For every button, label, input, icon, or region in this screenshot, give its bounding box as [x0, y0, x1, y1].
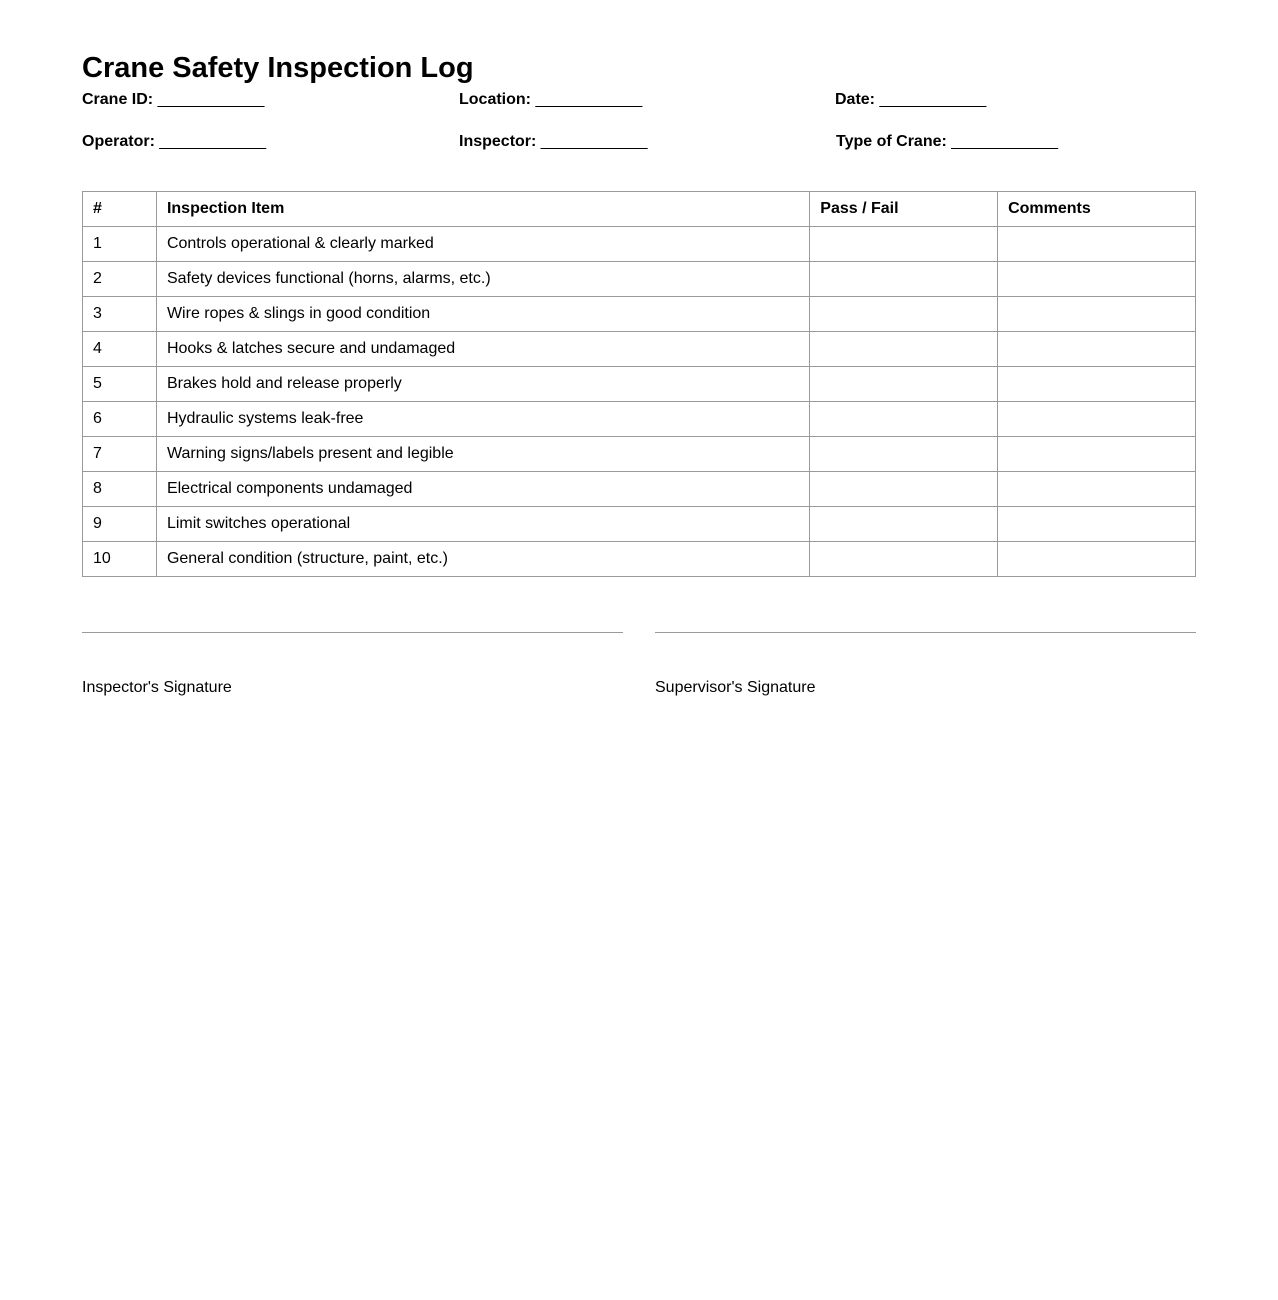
table-row — [83, 367, 1196, 402]
pass-fail-cell[interactable] — [810, 542, 998, 577]
comments-cell[interactable] — [998, 402, 1196, 437]
header-pass-fail: Pass / Fail — [810, 192, 998, 227]
field-crane-id — [82, 90, 264, 110]
pass-fail-cell[interactable] — [810, 367, 998, 402]
row-number: 2 — [83, 262, 157, 297]
comments-cell[interactable] — [998, 332, 1196, 367]
header-inspection-item: Inspection Item — [156, 192, 809, 227]
comments-cell[interactable] — [998, 367, 1196, 402]
pass-fail-cell[interactable] — [810, 472, 998, 507]
row-item: Safety devices functional (horns, alarms, etc.) — [156, 262, 809, 297]
table-row — [83, 262, 1196, 297]
comments-cell[interactable] — [998, 542, 1196, 577]
comments-cell[interactable] — [998, 297, 1196, 332]
field-location — [459, 90, 642, 110]
comments-cell[interactable] — [998, 437, 1196, 472]
supervisor-signature-label: Supervisor's Signature — [655, 679, 816, 696]
inspector-input[interactable]: ____________ — [540, 133, 648, 150]
table-row — [83, 297, 1196, 332]
type-of-crane-input[interactable]: ____________ — [951, 133, 1059, 150]
row-number: 10 — [83, 542, 157, 577]
row-number: 9 — [83, 507, 157, 542]
row-number: 8 — [83, 472, 157, 507]
row-item: Hooks & latches secure and undamaged — [156, 332, 809, 367]
operator-input[interactable]: ____________ — [159, 133, 267, 150]
row-item: Brakes hold and release properly — [156, 367, 809, 402]
header-comments: Comments — [998, 192, 1196, 227]
pass-fail-cell[interactable] — [810, 227, 998, 262]
comments-cell[interactable] — [998, 507, 1196, 542]
comments-cell[interactable] — [998, 472, 1196, 507]
table-row — [83, 542, 1196, 577]
table-row — [83, 227, 1196, 262]
field-label: Inspector: — [459, 133, 537, 150]
field-label: Date: — [835, 91, 876, 108]
row-number: 6 — [83, 402, 157, 437]
comments-cell[interactable] — [998, 262, 1196, 297]
inspector-signature-label: Inspector's Signature — [82, 679, 232, 696]
table-row — [83, 472, 1196, 507]
pass-fail-cell[interactable] — [810, 507, 998, 542]
pass-fail-cell[interactable] — [810, 332, 998, 367]
table-row — [83, 332, 1196, 367]
field-type-of-crane — [836, 132, 1058, 152]
page-title: Crane Safety Inspection Log — [82, 52, 474, 84]
table-row — [83, 437, 1196, 472]
field-label: Crane ID: — [82, 91, 154, 108]
comments-cell[interactable] — [998, 227, 1196, 262]
row-item: Warning signs/labels present and legible — [156, 437, 809, 472]
header-number: # — [83, 192, 157, 227]
row-item: Electrical components undamaged — [156, 472, 809, 507]
field-date — [835, 90, 986, 110]
row-item: Controls operational & clearly marked — [156, 227, 809, 262]
table-header-row — [83, 192, 1196, 227]
row-number: 5 — [83, 367, 157, 402]
field-label: Location: — [459, 91, 531, 108]
pass-fail-cell[interactable] — [810, 437, 998, 472]
inspector-signature-line[interactable] — [82, 632, 623, 633]
table-row — [83, 507, 1196, 542]
row-item: General condition (structure, paint, etc.) — [156, 542, 809, 577]
field-operator — [82, 132, 266, 152]
date-input[interactable]: ____________ — [879, 91, 987, 108]
row-item: Limit switches operational — [156, 507, 809, 542]
pass-fail-cell[interactable] — [810, 262, 998, 297]
field-label: Operator: — [82, 133, 155, 150]
crane-id-input[interactable]: ____________ — [157, 91, 265, 108]
pass-fail-cell[interactable] — [810, 402, 998, 437]
location-input[interactable]: ____________ — [535, 91, 643, 108]
inspection-table — [82, 191, 1196, 577]
supervisor-signature-line[interactable] — [655, 632, 1196, 633]
row-number: 7 — [83, 437, 157, 472]
field-label: Type of Crane: — [836, 133, 947, 150]
row-number: 3 — [83, 297, 157, 332]
table-row — [83, 402, 1196, 437]
row-item: Wire ropes & slings in good condition — [156, 297, 809, 332]
row-number: 1 — [83, 227, 157, 262]
field-inspector — [459, 132, 648, 152]
row-item: Hydraulic systems leak-free — [156, 402, 809, 437]
pass-fail-cell[interactable] — [810, 297, 998, 332]
row-number: 4 — [83, 332, 157, 367]
